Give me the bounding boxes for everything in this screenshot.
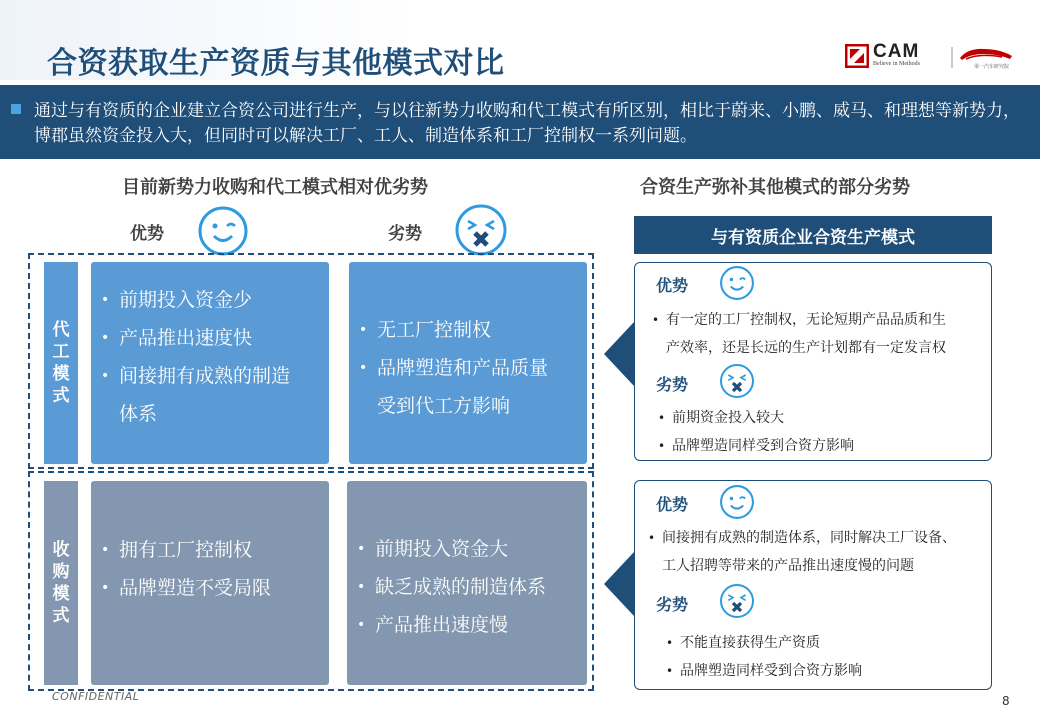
oem-disadvantages-cell bbox=[349, 262, 587, 464]
oem-mode-tab: 代 工 模 式 bbox=[44, 262, 78, 464]
smile-face-icon bbox=[197, 205, 249, 257]
advantage-label: 优势 bbox=[656, 495, 689, 514]
summary-text: 通过与有资质的企业建立合资公司进行生产，与以往新势力收购和代工模式有所区别，相比于蔚来、小鹏、威马、和理想等新势力，博郡虽然资金投入大，但同时可以解决工厂、工人、制造体系和工厂控制权一系列问题。 bbox=[34, 101, 1020, 146]
list-item: • 产品推出速度快 bbox=[119, 319, 329, 357]
list-item: • 前期投入资金大 bbox=[375, 530, 587, 568]
confidential-label: CONFIDENTIAL bbox=[52, 690, 140, 703]
disadvantage-label: 劣势 bbox=[656, 595, 689, 614]
box2-disadvantage-text bbox=[660, 629, 990, 685]
list-item: • 间接拥有成熟的制造 bbox=[119, 357, 329, 395]
disadvantage-label: 劣势 bbox=[656, 375, 689, 394]
pointer-arrow-icon bbox=[604, 322, 634, 386]
page-title: 合资获取生产资质与其他模式对比 bbox=[47, 46, 505, 81]
joint-venture-title: 与有资质企业合资生产模式 bbox=[634, 216, 992, 254]
cam-logo-tagline: Believe in Methods bbox=[873, 61, 920, 67]
box1-disadvantage-text bbox=[652, 404, 988, 460]
list-item: • 不能直接获得生产资质 bbox=[680, 629, 990, 657]
advantage-label: 优势 bbox=[130, 224, 164, 244]
disadvantage-label: 劣势 bbox=[388, 224, 422, 244]
right-section-heading: 合资生产弥补其他模式的部分劣势 bbox=[640, 177, 910, 198]
list-item: • 前期资金投入较大 bbox=[672, 404, 988, 432]
page-number: 8 bbox=[1002, 694, 1010, 708]
sad-face-icon bbox=[719, 363, 755, 399]
list-item: • 间接拥有成熟的制造体系，同时解决工厂设备、 bbox=[662, 524, 992, 552]
list-item: • 拥有工厂控制权 bbox=[119, 531, 329, 569]
list-item: • 缺乏成熟的制造体系 bbox=[375, 568, 587, 606]
oem-advantages-cell bbox=[91, 262, 329, 464]
acquisition-mode-tab: 收 购 模 式 bbox=[44, 481, 78, 685]
list-item: • 产品推出速度慢 bbox=[375, 606, 587, 644]
acquisition-disadvantages-cell bbox=[347, 481, 587, 685]
sad-face-icon bbox=[719, 583, 755, 619]
list-item: • 品牌塑造不受局限 bbox=[119, 569, 329, 607]
list-item-continuation: 工人招聘等带来的产品推出速度慢的问题 bbox=[662, 558, 914, 574]
list-item: • 前期投入资金少 bbox=[119, 281, 329, 319]
list-item-continuation: 产效率，还是长远的生产计划都有一定发言权 bbox=[666, 340, 946, 356]
left-section-heading: 目前新势力收购和代工模式相对优劣势 bbox=[122, 177, 428, 198]
list-item: • 品牌塑造同样受到合资方影响 bbox=[680, 657, 990, 685]
list-item-continuation: 受到代工方影响 bbox=[377, 395, 511, 417]
smile-face-icon bbox=[719, 484, 755, 520]
sad-face-icon bbox=[454, 203, 508, 257]
list-item-continuation: 体系 bbox=[119, 403, 158, 425]
car-logo-icon bbox=[950, 44, 1018, 70]
acquisition-advantages-cell bbox=[91, 481, 329, 685]
pointer-arrow-icon bbox=[604, 552, 634, 616]
cam-logo-icon bbox=[845, 44, 869, 68]
box1-advantage-text bbox=[646, 306, 992, 362]
cam-logo-text: CAM bbox=[873, 41, 920, 62]
smile-face-icon bbox=[719, 265, 755, 301]
advantage-label: 优势 bbox=[656, 276, 689, 295]
list-item: • 品牌塑造和产品质量 bbox=[377, 349, 587, 387]
box2-advantage-text bbox=[642, 524, 992, 580]
bullet-square-icon bbox=[11, 104, 21, 114]
list-item: • 有一定的工厂控制权，无论短期产品品质和生 bbox=[666, 306, 992, 334]
cam-logo bbox=[845, 41, 935, 70]
svg-text:零一汽车研究院: 零一汽车研究院 bbox=[974, 64, 1010, 70]
list-item: • 无工厂控制权 bbox=[377, 311, 587, 349]
list-item: • 品牌塑造同样受到合资方影响 bbox=[672, 432, 988, 460]
